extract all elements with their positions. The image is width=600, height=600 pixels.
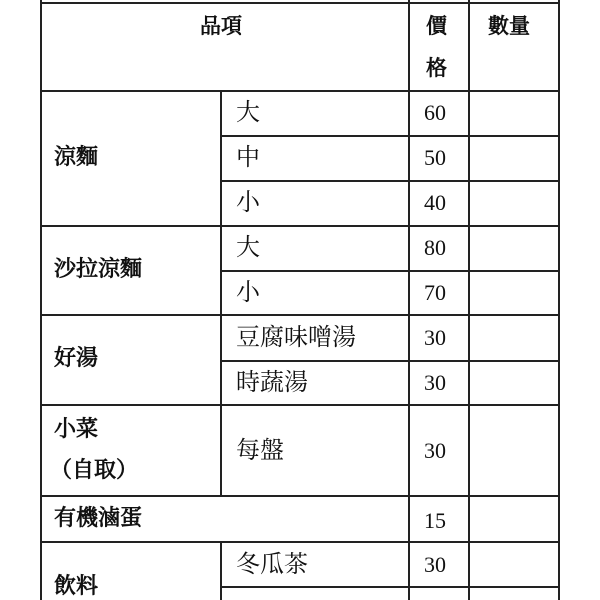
option-label: 大: [236, 233, 260, 261]
price-value: 30: [424, 325, 446, 350]
quantity-cell[interactable]: [470, 406, 560, 495]
option-label: 時蔬湯: [236, 368, 308, 396]
price-value: 30: [424, 438, 446, 463]
option-label: 中: [236, 143, 260, 171]
header-price-label-line2: 格: [426, 56, 447, 80]
price-value: 70: [424, 280, 446, 305]
price-value: 40: [424, 190, 446, 215]
price-value: 50: [424, 145, 446, 170]
quantity-cell[interactable]: [470, 92, 560, 135]
option-label: 每盤: [236, 436, 284, 464]
column-divider-option-lower: [220, 543, 222, 600]
price-value: 60: [424, 100, 446, 125]
group-name: 好湯: [54, 346, 99, 371]
group-name: 飲料: [54, 574, 99, 599]
quantity-cell[interactable]: [470, 316, 560, 360]
group-name-line1: 小菜: [54, 417, 99, 442]
row-line: [220, 586, 560, 588]
group-name: 有機滷蛋: [54, 506, 143, 531]
option-label: 冬瓜茶: [236, 550, 308, 578]
quantity-cell[interactable]: [470, 182, 560, 225]
option-label: 小: [236, 188, 260, 216]
group-name: 涼麵: [54, 145, 99, 170]
option-label: 豆腐味噌湯: [236, 323, 356, 351]
quantity-cell[interactable]: [470, 543, 560, 586]
price-value: 15: [424, 508, 446, 533]
quantity-cell[interactable]: [470, 227, 560, 270]
price-value: 30: [424, 552, 446, 577]
price-value: 30: [424, 370, 446, 395]
header-qty-label: 數量: [488, 14, 530, 38]
option-label: 大: [236, 98, 260, 126]
column-divider-option: [220, 92, 222, 495]
quantity-cell[interactable]: [470, 137, 560, 180]
table-border-top: [40, 2, 560, 4]
header-item-label: 品項: [200, 14, 242, 38]
header-price-label-line1: 價: [426, 14, 447, 38]
group-name-line2: （自取）: [50, 458, 139, 483]
option-label: 小: [236, 278, 260, 306]
quantity-cell[interactable]: [470, 272, 560, 314]
group-name: 沙拉涼麵: [54, 257, 143, 282]
quantity-cell[interactable]: [470, 497, 560, 541]
price-value: 80: [424, 235, 446, 260]
quantity-cell[interactable]: [470, 362, 560, 404]
